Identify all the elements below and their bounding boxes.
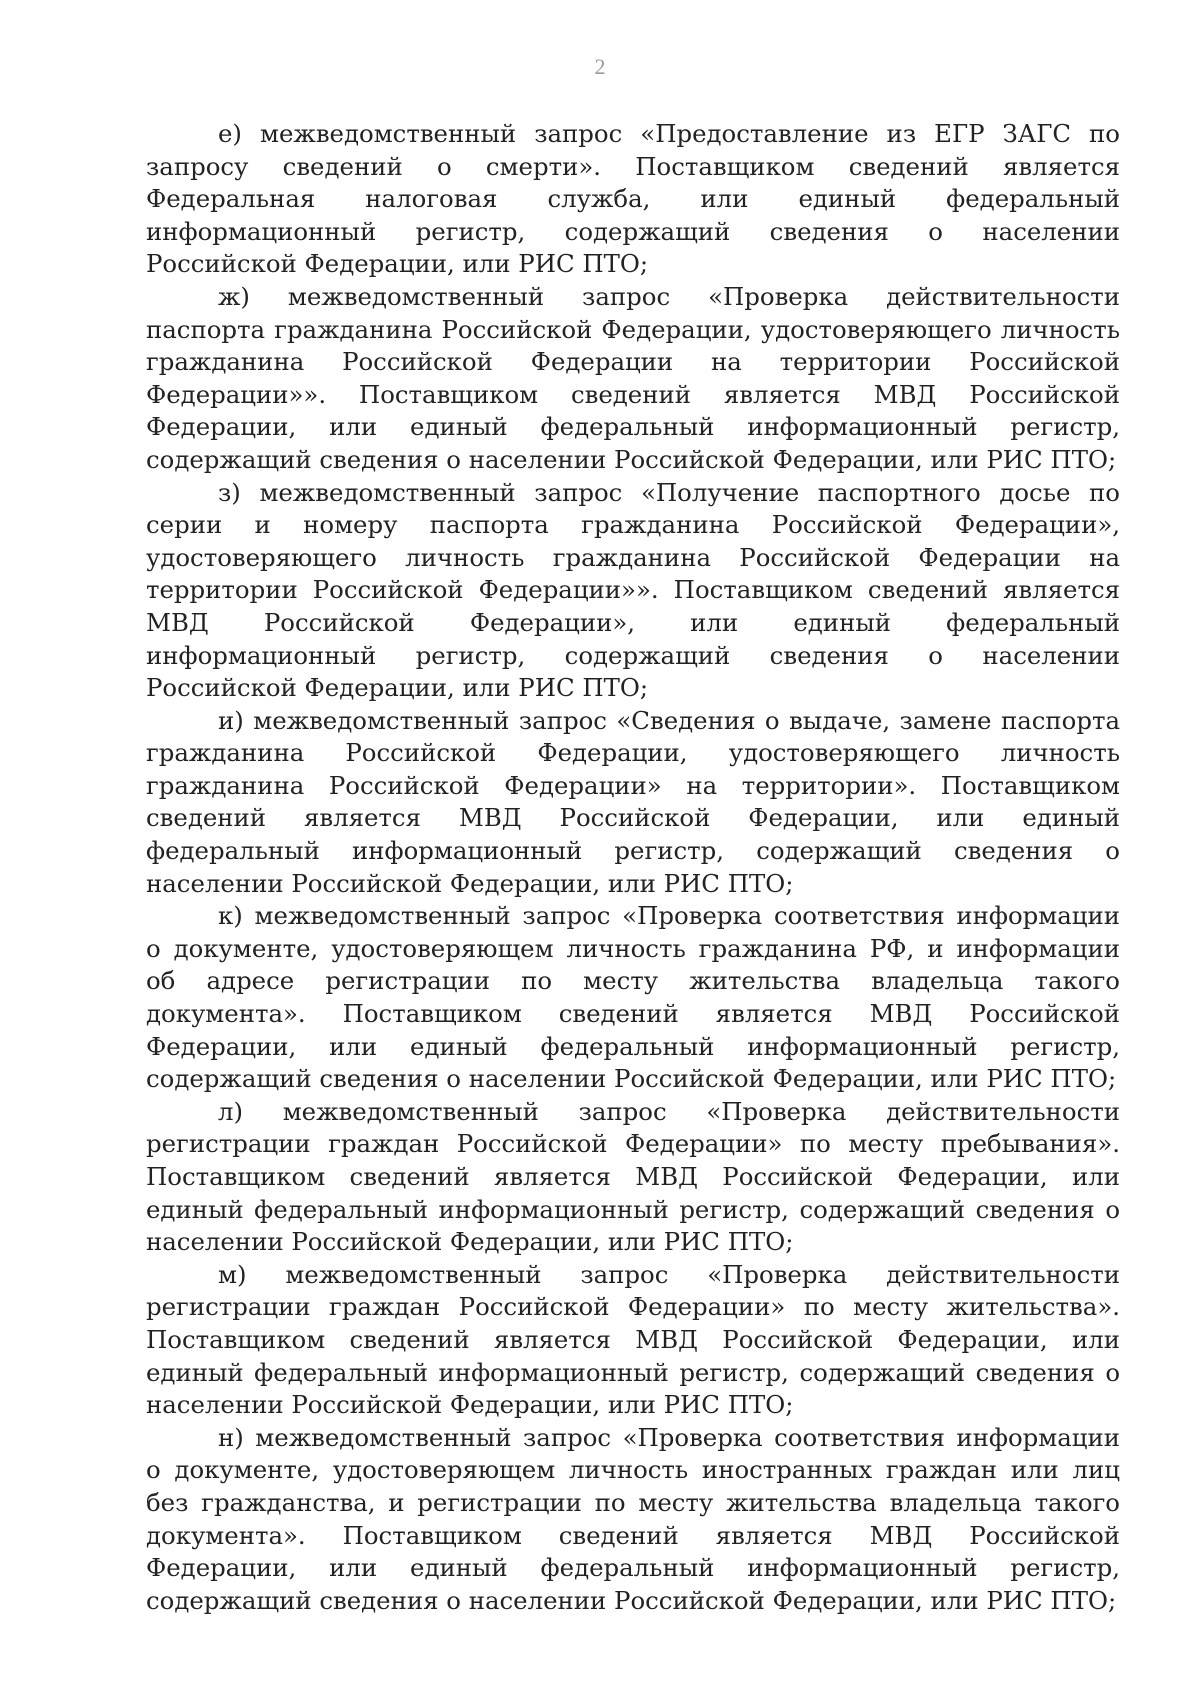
- paragraph-zh: ж) межведомственный запрос «Проверка действительности паспорта гражданина Российской Федерации, удостоверяющего личность гражданина Российской Федерации на территории Российской Федерации»». Поставщиком сведений является МВД Российской Федерации, или единый федеральный информационный регистр, содержащий сведения о населении Российской Федерации, или РИС ПТО;: [146, 281, 1120, 474]
- paragraph-e: е) межведомственный запрос «Предоставление из ЕГР ЗАГС по запросу сведений о смерти». Поставщиком сведений является Федеральная налоговая служба, или единый федеральный информационный регистр, содержащий сведения о населении Российской Федерации, или РИС ПТО;: [146, 119, 1120, 279]
- paragraph-i: и) межведомственный запрос «Сведения о выдаче, замене паспорта гражданина Российской Федерации, удостоверяющего личность гражданина Российской Федерации» на территории». Поставщиком сведений является МВД Российской Федерации, или единый федеральный информационный регистр, содержащий сведения о населении Российской Федерации, или РИС ПТО;: [146, 705, 1120, 898]
- paragraph-l: л) межведомственный запрос «Проверка действительности регистрации граждан Российской Федерации» по месту пребывания». Поставщиком сведений является МВД Российской Федерации, или единый федеральный информационный регистр, содержащий сведения о населении Российской Федерации, или РИС ПТО;: [146, 1096, 1120, 1257]
- paragraph-k: к) межведомственный запрос «Проверка соответствия информации о документе, удостоверяющем личность гражданина РФ, и информации об адресе регистрации по месту жительства владельца такого документа». Поставщиком сведений является МВД Российской Федерации, или единый федеральный информационный регистр, содержащий сведения о населении Российской Федерации, или РИС ПТО;: [146, 901, 1120, 1094]
- paragraph-z: з) межведомственный запрос «Получение паспортного досье по серии и номеру паспорта гражданина Российской Федерации», удостоверяющего личность гражданина Российской Федерации на территории Российской Федерации»». Поставщиком сведений является МВД Российской Федерации», или единый федеральный информационный регистр, содержащий сведения о населении Российской Федерации, или РИС ПТО;: [146, 477, 1120, 703]
- paragraph-m: м) межведомственный запрос «Проверка действительности регистрации граждан Российской Федерации» по месту жительства». Поставщиком сведений является МВД Российской Федерации, или единый федеральный информационный регистр, содержащий сведения о населении Российской Федерации, или РИС ПТО;: [146, 1259, 1120, 1420]
- paragraph-n: н) межведомственный запрос «Проверка соответствия информации о документе, удостоверяющем личность иностранных граждан или лиц без гражданства, и регистрации по месту жительства владельца такого документа». Поставщиком сведений является МВД Российской Федерации, или единый федеральный информационный регистр, содержащий сведения о населении Российской Федерации, или РИС ПТО;: [146, 1422, 1120, 1615]
- document-body: [146, 118, 1120, 1617]
- page-number: 2: [594, 54, 606, 79]
